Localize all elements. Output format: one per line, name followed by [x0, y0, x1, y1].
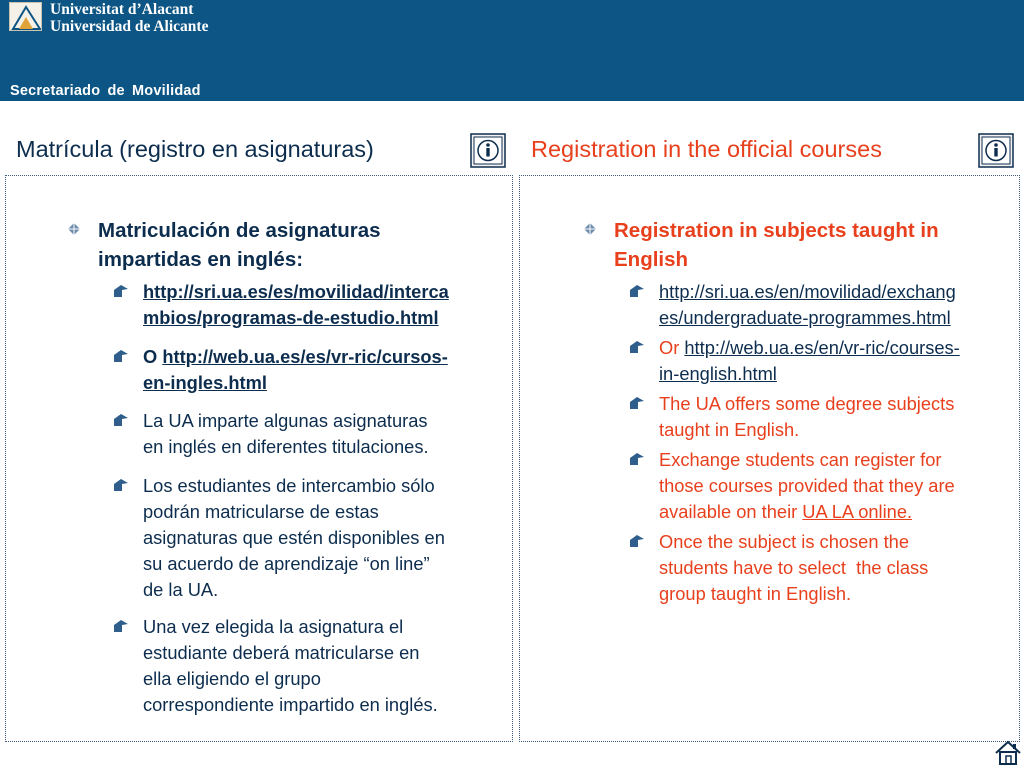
- arrow-bullet-icon: [629, 396, 645, 410]
- text-line: available on their UA LA online.: [659, 501, 913, 522]
- text-line: en inglés en diferentes titulaciones.: [143, 436, 429, 457]
- arrow-bullet-icon: [113, 349, 129, 363]
- text-line: correspondiente impartido en inglés.: [143, 694, 438, 715]
- text-line: group taught in English.: [659, 583, 852, 604]
- text-line: estudiante deberá matricularse en: [143, 642, 420, 663]
- english-item-link-2: [659, 335, 960, 387]
- text-line: de la UA.: [143, 579, 219, 600]
- spanish-heading-line-1: Matriculación de asignaturas: [98, 219, 381, 242]
- info-icon[interactable]: [470, 133, 506, 168]
- info-icon[interactable]: [978, 133, 1014, 168]
- spanish-item-5: [143, 614, 438, 718]
- text-line: Exchange students can register for: [659, 449, 942, 470]
- home-icon[interactable]: [994, 740, 1022, 766]
- text-line: Una vez elegida la asignatura el: [143, 616, 404, 637]
- arrow-bullet-icon: [113, 478, 129, 492]
- text-line: asignaturas que estén disponibles en: [143, 527, 445, 548]
- header-bar: [0, 0, 1024, 101]
- spanish-item-3: [143, 408, 429, 460]
- text-line: su acuerdo de aprendizaje “on line”: [143, 553, 430, 574]
- ua-la-online-link[interactable]: UA LA online.: [802, 501, 913, 522]
- spanish-programmes-link[interactable]: http://sri.ua.es/es/movilidad/interca mbios/programas-de-estudio.html: [143, 281, 449, 328]
- university-name-valencian: Universitat d’Alacant: [50, 1, 194, 18]
- spanish-item-4: [143, 473, 445, 603]
- english-programmes-link[interactable]: http://sri.ua.es/en/movilidad/exchang es/undergraduate-programmes.html: [659, 281, 956, 328]
- arrow-bullet-icon: [113, 413, 129, 427]
- arrow-bullet-icon: [113, 284, 129, 298]
- english-item-link-1: [659, 279, 956, 331]
- spanish-english-courses-link[interactable]: http://web.ua.es/es/vr-ric/cursos- en-ingles.html: [143, 346, 448, 393]
- diamond-bullet-icon: [68, 223, 80, 235]
- english-item-3: [659, 391, 954, 443]
- diamond-bullet-icon: [584, 223, 596, 235]
- english-item-5: [659, 529, 928, 607]
- spanish-item-link-1: [143, 279, 449, 331]
- english-courses-link[interactable]: http://web.ua.es/en/vr-ric/courses- in-english.html: [659, 337, 960, 384]
- arrow-bullet-icon: [629, 284, 645, 298]
- spanish-column-title: Matrícula (registro en asignaturas): [16, 136, 374, 162]
- university-names: [50, 1, 208, 35]
- text-line: Los estudiantes de intercambio sólo: [143, 475, 435, 496]
- arrow-bullet-icon: [629, 340, 645, 354]
- arrow-bullet-icon: [629, 534, 645, 548]
- text-line: students have to select the class: [659, 557, 929, 578]
- spanish-item-link-2: [143, 344, 448, 396]
- text-line: those courses provided that they are: [659, 475, 955, 496]
- text-line: taught in English.: [659, 419, 800, 440]
- text-line: La UA imparte algunas asignaturas: [143, 410, 428, 431]
- english-heading-line-2: English: [614, 248, 689, 271]
- english-heading-line-1: Registration in subjects taught in: [614, 219, 939, 242]
- university-name-spanish: Universidad de Alicante: [50, 18, 209, 35]
- text-line: podrán matricularse de estas: [143, 501, 379, 522]
- university-logo: [9, 2, 42, 31]
- english-column-title: Registration in the official courses: [531, 136, 882, 162]
- text-line: The UA offers some degree subjects: [659, 393, 955, 414]
- arrow-bullet-icon: [629, 452, 645, 466]
- spanish-heading-line-2: impartidas en inglés:: [98, 248, 304, 271]
- arrow-bullet-icon: [113, 619, 129, 633]
- english-link-prefix: Or: [659, 337, 685, 358]
- text-line: Once the subject is chosen the: [659, 531, 909, 552]
- english-item-4: [659, 447, 955, 525]
- spanish-main-bullet: [98, 216, 381, 274]
- text-line: ella eligiendo el grupo: [143, 668, 321, 689]
- department-name: Secretariado de Movilidad: [10, 83, 201, 99]
- spanish-link-prefix: O: [143, 346, 163, 367]
- english-main-bullet: [614, 216, 939, 274]
